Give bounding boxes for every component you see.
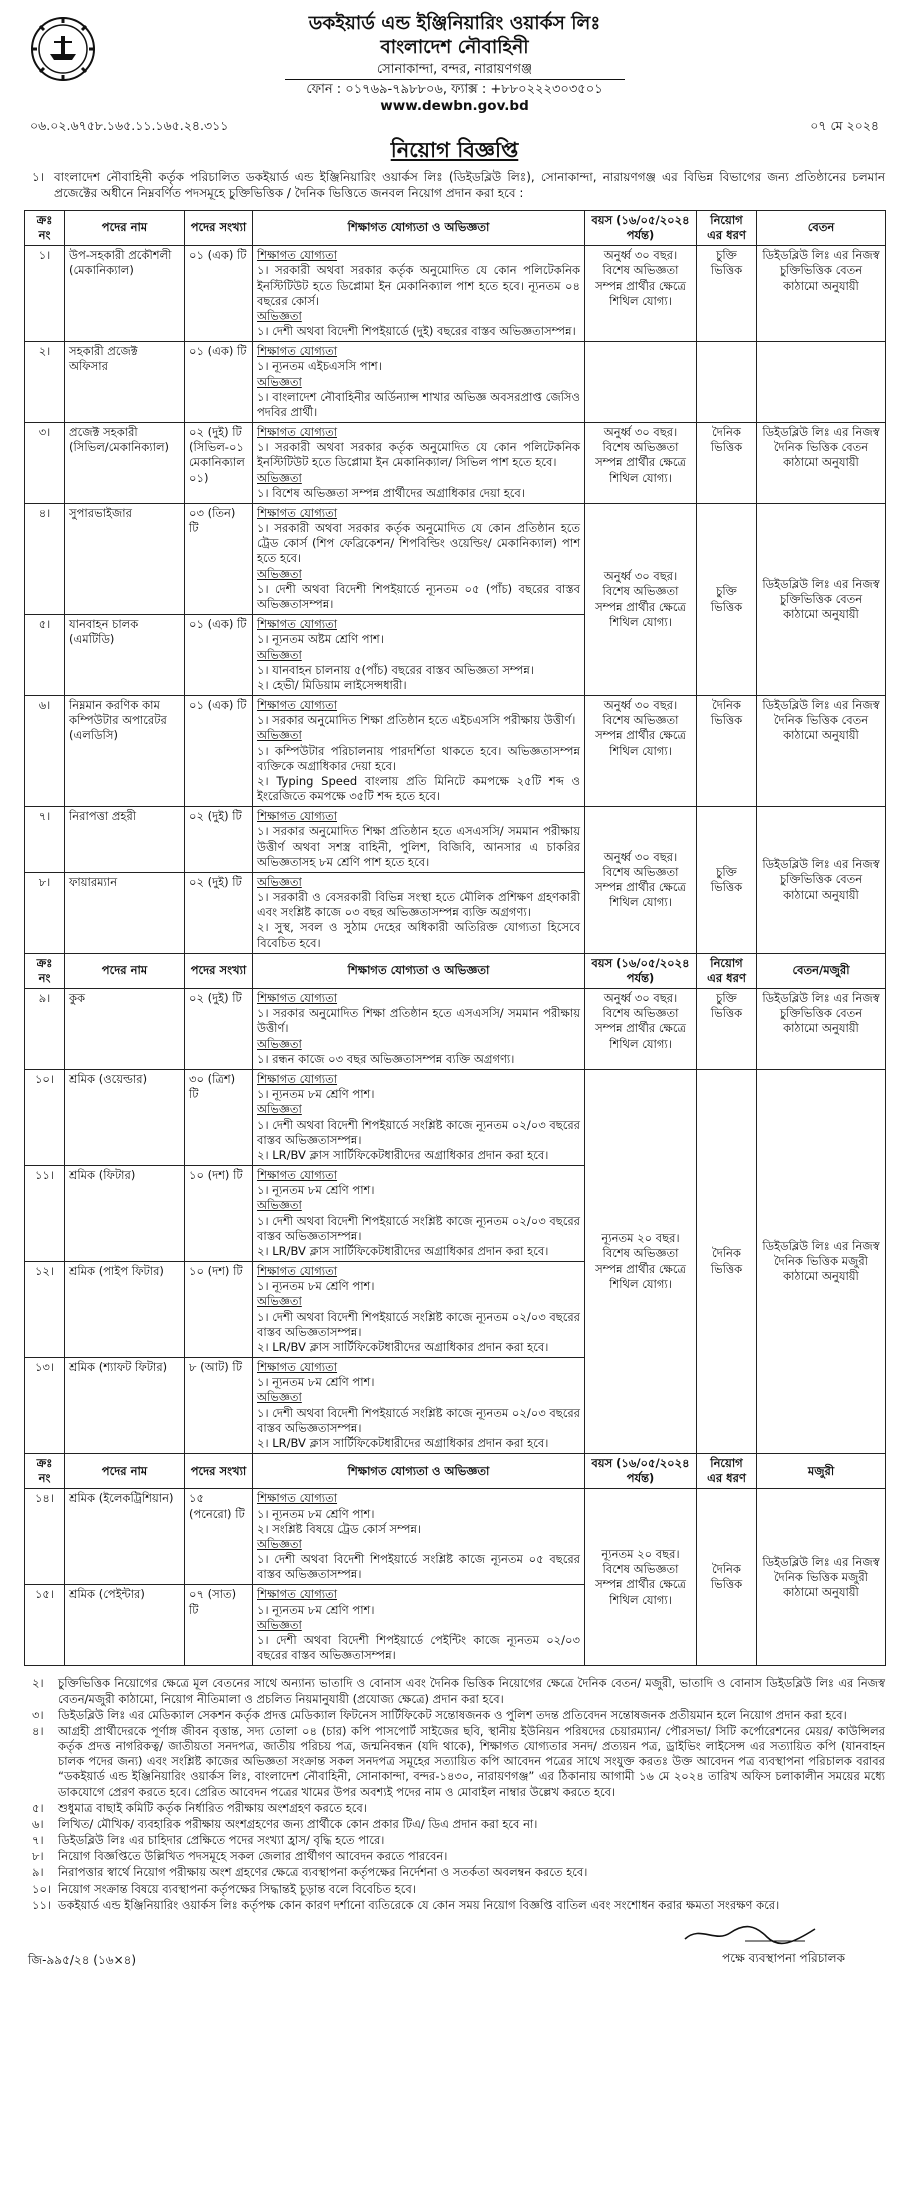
footnote-number: ৯। — [32, 1865, 44, 1880]
column-header-sl: ক্রঃ নং — [25, 953, 65, 988]
column-header-type: নিয়োগ এর ধরণ — [697, 210, 757, 245]
education-line: ১। সরকার অনুমোদিত শিক্ষা প্রতিষ্ঠান হতে এসএসসি/ সমমান পরীক্ষায় উত্তীর্ণ অথবা সশস্ত্র বাহিনী, পুলিশ, বিজিবি, আনসার এ চাকরির অভিজ্ঞতাসহ ৮ম শ্রেণি পাশ হতে হবে। — [257, 824, 580, 869]
footnote-item — [24, 1676, 885, 1706]
footnote-number: ১০। — [32, 1881, 52, 1896]
footnote-text: নিয়োগ বিজ্ঞপ্তিতে উল্লিখিত পদসমূহে সকল জেলার প্রার্থীগণ আবেদন করতে পারবেন। — [58, 1849, 448, 1864]
age-cell: অনুর্ধ্ব ৩০ বছর। বিশেষ অভিজ্ঞতা সম্পন্ন প্রার্থীর ক্ষেত্রে শিথিল যোগ্য। — [585, 989, 697, 1070]
footnote-item — [24, 1898, 885, 1913]
experience-line: ১। যানবাহন চালনায় ৫(পাঁচ) বছরের বাস্তব অভিজ্ঞতা সম্পন্ন। — [257, 662, 534, 677]
qualification-cell — [253, 872, 585, 953]
serial-cell: ১২। — [25, 1262, 65, 1358]
experience-label: অভিজ্ঞতা — [257, 1390, 302, 1405]
post-count-cell: ৮ (আট) টি — [185, 1358, 253, 1454]
table-row — [25, 423, 886, 504]
post-name-cell: ফায়ারম্যান — [65, 872, 185, 953]
post-count-cell: ০১ (এক) টি — [185, 342, 253, 423]
footnote-number: ৬। — [32, 1816, 44, 1831]
footnote-number: ১১। — [32, 1897, 52, 1912]
footnote-number: ৪। — [32, 1723, 44, 1738]
table-row — [25, 1489, 886, 1585]
post-count-cell: ০২ (দুই) টি — [185, 989, 253, 1070]
type-cell: দৈনিক ভিত্তিক — [697, 696, 757, 807]
gd-number: জি-৯৯৫/২৪ (১৬×৪) — [28, 1952, 137, 1967]
experience-label: অভিজ্ঞতা — [257, 647, 302, 662]
age-cell: অনুর্ধ্ব ৩০ বছর। বিশেষ অভিজ্ঞতা সম্পন্ন প্রার্থীর ক্ষেত্রে শিথিল যোগ্য। — [585, 503, 697, 695]
qualification-cell — [253, 1358, 585, 1454]
table-header-row — [25, 1454, 886, 1489]
experience-line: ১। বাংলাদেশ নৌবাহিনীর অর্ডিন্যান্স শাখার অভিজ্ঞ অবসরপ্রাপ্ত জেসিও পদবির প্রার্থী। — [257, 389, 580, 419]
memo-number: ০৬.০২.৬৭৫৮.১৬৫.১১.১৬৫.২৪.৩১১ — [30, 118, 229, 133]
experience-label: অভিজ্ঞতা — [257, 470, 302, 485]
salary-cell: ডিইডব্লিউ লিঃ এর নিজস্ব দৈনিক ভিত্তিক মজুরী কাঠামো অনুযায়ী — [757, 1489, 886, 1666]
serial-cell: ১৪। — [25, 1489, 65, 1585]
serial-cell: ১৫। — [25, 1585, 65, 1666]
salary-cell: ডিইডব্লিউ লিঃ এর নিজস্ব চুক্তিভিত্তিক বেতন কাঠামো অনুযায়ী — [757, 503, 886, 695]
post-count-cell: ০১ (এক) টি — [185, 696, 253, 807]
post-name-cell: সুপারভাইজার — [65, 503, 185, 614]
type-cell: চুক্তি ভিত্তিক — [697, 807, 757, 954]
post-count-cell: ১০ (দশ) টি — [185, 1166, 253, 1262]
age-cell: অনুর্ধ্ব ৩০ বছর। বিশেষ অভিজ্ঞতা সম্পন্ন প্রার্থীর ক্ষেত্রে শিথিল যোগ্য। — [585, 807, 697, 954]
education-line: ১। ন্যূনতম ৮ম শ্রেণি পাশ। — [257, 1087, 375, 1102]
column-header-post: পদের নাম — [65, 210, 185, 245]
qualification-cell — [253, 1262, 585, 1358]
table-row — [25, 246, 886, 342]
experience-label: অভিজ্ঞতা — [257, 308, 302, 323]
salary-cell: ডিইডব্লিউ লিঃ এর নিজস্ব চুক্তিভিত্তিক বেতন কাঠামো অনুযায়ী — [757, 246, 886, 342]
footnote-text: ডিইডব্লিউ লিঃ এর চাহিদার প্রেক্ষিতে পদের সংখ্যা হ্রাস/ বৃদ্ধি হতে পারে। — [58, 1833, 385, 1848]
header-divider — [285, 79, 625, 80]
education-line: ১। ন্যূনতম এইচএসসি পাশ। — [257, 359, 382, 374]
footnote-text: চুক্তিভিত্তিক নিয়োগের ক্ষেত্রে মূল বেতনের সাথে অন্যান্য ভাতাদি ও বোনাস এবং দৈনিক ভিত্তিক নিয়োগের ক্ষেত্রে দৈনিক বেতন/ মজুরী, ভাতাদি ও বোনাস ডিইডব্লিউ লিঃ এর নিজস্ব বেতন/মজুরী কাঠামো, নিয়োগ নীতিমালা ও প্রচলিত নিয়মানুযায়ী (প্রযোজ্য ক্ষেত্রে) প্রদান করা হবে। — [58, 1676, 885, 1706]
footer — [24, 1921, 885, 1971]
post-name-cell: নিরাপত্তা প্রহরী — [65, 807, 185, 873]
qualification-cell — [253, 989, 585, 1070]
column-header-salary: মজুরী — [757, 1454, 886, 1489]
education-label: শিক্ষাগত যোগ্যতা — [257, 991, 338, 1006]
type-cell: চুক্তি ভিত্তিক — [697, 503, 757, 695]
column-header-salary: বেতন — [757, 210, 886, 245]
serial-cell: ২। — [25, 342, 65, 423]
experience-line: ১। দেশী অথবা বিদেশী শিপইয়ার্ডে (দুই) বছরের বাস্তব অভিজ্ঞতাসম্পন্ন। — [257, 324, 576, 339]
salary-cell: ডিইডব্লিউ লিঃ এর নিজস্ব দৈনিক ভিত্তিক মজুরী কাঠামো অনুযায়ী — [757, 1069, 886, 1453]
footnote-number: ৩। — [32, 1707, 44, 1722]
education-label: শিক্ষাগত যোগ্যতা — [257, 698, 338, 713]
footnote-text: আগ্রহী প্রার্থীদেরকে পূর্ণাঙ্গ জীবন বৃত্তান্ত, সদ্য তোলা ০৪ (চার) কপি পাসপোর্ট সাইজের ছবি, স্থানীয় ইউনিয়ন পরিষদের চেয়ারম্যান/ পৌরসভা/ সিটি কর্পোরেশনের মেয়র/ কাউন্সিলর কর্তৃক প্রদত্ত নাগরিকত্ব/ জাতীয়তা সনদপত্র, জাতীয় পরিচয় পত্র, জন্মনিবন্ধন (যদি থাকে), শিক্ষাগত যোগ্যতার সনদ/ প্রত্যয়ন পত্র, ড্রাইভিং লাইসেন্স এর সত্যায়িত কপি (যানবাহন চালক পদের জন্য) এবং সংশ্লিষ্ট কাজের অভিজ্ঞতা সংক্রান্ত সকল সনদপত্র সমূহের সত্যায়িত কপি আবেদন পত্রের সাথে সংযুক্ত করতঃ উক্ত আবেদন পত্র ব্যবস্থাপনা পরিচালক বরাবর “ডকইয়ার্ড এন্ড ইঞ্জিনিয়ারিং ওয়ার্কস লিঃ, বাংলাদেশ নৌবাহিনী, সোনাকান্দা, বন্দর-১৪৩০, নারায়ণগঞ্জ” এর ঠিকানায় আগামী ১৬ মে ২০২৪ তারিখ অফিস চলাকালীন সময়ের মধ্যে ডাকযোগে প্রেরণ করতে হবে। প্রেরিত আবেদন পত্রের খামের উপর অবশ্যই পদের নাম ও মোবাইল নাম্বার উল্লেখ করতে হবে। — [58, 1723, 885, 1799]
org-website: www.dewbn.gov.bd — [380, 98, 529, 115]
column-header-sl: ক্রঃ নং — [25, 210, 65, 245]
education-line: ১। সরকার অনুমোদিত শিক্ষা প্রতিষ্ঠান হতে এইচএসসি পরীক্ষায় উত্তীর্ণ। — [257, 713, 576, 728]
post-name-cell: উপ-সহকারী প্রকৌশলী (মেকানিক্যাল) — [65, 246, 185, 342]
salary-cell: ডিইডব্লিউ লিঃ এর নিজস্ব দৈনিক ভিত্তিক বেতন কাঠামো অনুযায়ী — [757, 696, 886, 807]
notice-date: ০৭ মে ২০২৪ — [810, 118, 879, 133]
post-name-cell: শ্রমিক (শ্যাফট ফিটার) — [65, 1358, 185, 1454]
footnote-item — [24, 1801, 885, 1816]
post-count-cell: ০২ (দুই) টি — [185, 872, 253, 953]
header — [24, 12, 885, 114]
signature-label: পক্ষে ব্যবস্থাপনা পরিচালক — [722, 1950, 845, 1965]
serial-cell: ৪। — [25, 503, 65, 614]
experience-line: ১। কম্পিউটার পরিচালনায় পারদর্শিতা থাকতে হবে। অভিজ্ঞতাসম্পন্ন ব্যক্তিকে অগ্রাধিকার দেয়া হবে। — [257, 743, 580, 773]
table-header-row — [25, 210, 886, 245]
type-cell: চুক্তি ভিত্তিক — [697, 989, 757, 1070]
type-cell: দৈনিক ভিত্তিক — [697, 1069, 757, 1453]
post-name-cell: শ্রমিক (ওয়েল্ডার) — [65, 1069, 185, 1165]
post-name-cell: সহকারী প্রজেক্ট অফিসার — [65, 342, 185, 423]
salary-cell: ডিইডব্লিউ লিঃ এর নিজস্ব দৈনিক ভিত্তিক বেতন কাঠামো অনুযায়ী — [757, 423, 886, 504]
footnote-number: ৫। — [32, 1800, 44, 1815]
column-header-count: পদের সংখ্যা — [185, 210, 253, 245]
experience-line: ১। দেশী অথবা বিদেশী শিপইয়ার্ডে পেইন্টিং কাজে ন্যূনতম ০২/০৩ বছরের বাস্তব অভিজ্ঞতাসম্পন্ন। — [257, 1633, 580, 1663]
post-count-cell: ০২ (দুই) টি — [185, 807, 253, 873]
footnote-item — [24, 1833, 885, 1848]
footnote-text: ডিইডব্লিউ লিঃ এর মেডিক্যাল সেকশন কর্তৃক প্রদত্ত মেডিক্যাল ফিটনেস সার্টিফিকেট সন্তোষজনক ও পুলিশ তদন্ত প্রতিবেদন সন্তোষজনক প্রতীয়মান হলে নিয়োগ প্রদান করা হবে। — [58, 1707, 847, 1722]
type-cell — [697, 342, 757, 423]
signature-icon — [675, 1921, 825, 1947]
education-line: ১। ন্যূনতম ৮ম শ্রেণি পাশ। — [257, 1183, 375, 1198]
footnote-item — [24, 1724, 885, 1800]
experience-label: অভিজ্ঞতা — [257, 1536, 302, 1551]
education-line: ১। সরকারী অথবা সরকার কর্তৃক অনুমোদিত যে কোন প্রতিষ্ঠান হতে ট্রেড কোর্স (শিপ ফেব্রিকেশন/ শিপবিল্ডিং ওয়েল্ডিং/ মেকানিক্যাল) পাশ হতে হবে। — [257, 521, 580, 566]
age-cell: ন্যূনতম ২০ বছর। বিশেষ অভিজ্ঞতা সম্পন্ন প্রার্থীর ক্ষেত্রে শিথিল যোগ্য। — [585, 1069, 697, 1453]
education-line: ১। ন্যূনতম ৮ম শ্রেণি পাশ। — [257, 1506, 375, 1521]
post-name-cell: যানবাহন চালক (এমটিডি) — [65, 615, 185, 696]
post-count-cell: ০৩ (তিন) টি — [185, 503, 253, 614]
footnote-number: ৮। — [32, 1849, 44, 1864]
post-name-cell: প্রজেক্ট সহকারী (সিভিল/মেকানিক্যাল) — [65, 423, 185, 504]
post-name-cell: শ্রমিক (পাইপ ফিটার) — [65, 1262, 185, 1358]
post-name-cell: কুক — [65, 989, 185, 1070]
serial-cell: ১১। — [25, 1166, 65, 1262]
serial-cell: ৯। — [25, 989, 65, 1070]
experience-line: ২। LR/BV ক্লাস সার্টিফিকেটধারীদের অগ্রাধিকার প্রদান করা হবে। — [257, 1435, 549, 1450]
experience-line: ১। দেশী অথবা বিদেশী শিপইয়ার্ডে সংশ্লিষ্ট কাজে ন্যূনতম ০২/০৩ বছরের বাস্তব অভিজ্ঞতাসম্পন্ন। — [257, 1405, 580, 1435]
experience-label: অভিজ্ঞতা — [257, 1198, 302, 1213]
qualification-cell — [253, 246, 585, 342]
qualification-cell — [253, 1585, 585, 1666]
page-title: নিয়োগ বিজ্ঞপ্তি — [390, 137, 519, 162]
post-count-cell: ০১ (এক) টি — [185, 615, 253, 696]
serial-cell: ১৩। — [25, 1358, 65, 1454]
education-line: ১। সরকারী অথবা সরকার কর্তৃক অনুমোদিত যে কোন পলিটেকনিক ইনস্টিটিউট হতে ডিপ্লোমা ইন মেকানিক্যাল পাশ হতে হবে। ন্যূনতম ০৪ বছরের কোর্স। — [257, 263, 580, 308]
experience-line: ২। LR/BV ক্লাস সার্টিফিকেটধারীদের অগ্রাধিকার প্রদান করা হবে। — [257, 1243, 549, 1258]
qualification-cell — [253, 423, 585, 504]
experience-label: অভিজ্ঞতা — [257, 728, 302, 743]
age-cell — [585, 342, 697, 423]
post-count-cell: ১৫ (পনেরো) টি — [185, 1489, 253, 1585]
column-header-count: পদের সংখ্যা — [185, 1454, 253, 1489]
qualification-cell — [253, 696, 585, 807]
education-label: শিক্ষাগত যোগ্যতা — [257, 617, 338, 632]
intro-paragraph: ১। বাংলাদেশ নৌবাহিনী কর্তৃক পরিচালিত ডকইয়ার্ড এন্ড ইঞ্জিনিয়ারিং ওয়ার্কস লিঃ (ডিইডব্লিউ লিঃ), সোনাকান্দা, নারায়ণগঞ্জ এর বিভিন্ন বিভাগের জন্য প্রতিষ্ঠানের চলমান প্রজেক্টের অধীনে নিম্নবর্ণিত পদসমূহে চুক্তিভিত্তিক / দৈনিক ভিত্তিতে জনবল নিয়োগ প্রদান করা হবে : — [32, 170, 885, 201]
qualification-cell — [253, 807, 585, 873]
serial-cell: ১। — [25, 246, 65, 342]
experience-line: ২। হেভী/ মিডিয়াম লাইসেন্সধারী। — [257, 677, 407, 692]
footnote-text: ডকইয়ার্ড এন্ড ইঞ্জিনিয়ারিং ওয়ার্কস লিঃ কর্তৃপক্ষ কোন কারণ দর্শানো ব্যতিরেকে যে কোন সময় নিয়োগ বিজ্ঞপ্তি বাতিল এবং সংশোধন করার ক্ষমতা সংরক্ষণ করে। — [58, 1897, 780, 1912]
experience-line: ২। Typing Speed বাংলায় প্রতি মিনিটে কমপক্ষে ২৫টি শব্দ ও ইংরেজিতে কমপক্ষে ৩৫টি শব্দ হতে হবে। — [257, 773, 580, 804]
age-cell: ন্যূনতম ২০ বছর। বিশেষ অভিজ্ঞতা সম্পন্ন প্রার্থীর ক্ষেত্রে শিথিল যোগ্য। — [585, 1489, 697, 1666]
experience-line: ১। রন্ধন কাজে ০৩ বছর অভিজ্ঞতাসম্পন্ন ব্যক্তি অগ্রগণ্য। — [257, 1051, 515, 1066]
age-cell: অনুর্ধ্ব ৩০ বছর। বিশেষ অভিজ্ঞতা সম্পন্ন প্রার্থীর ক্ষেত্রে শিথিল যোগ্য। — [585, 246, 697, 342]
education-line: ১। ন্যূনতম অষ্টম শ্রেণি পাশ। — [257, 632, 384, 647]
salary-cell: ডিইডব্লিউ লিঃ এর নিজস্ব চুক্তিভিত্তিক বেতন কাঠামো অনুযায়ী — [757, 989, 886, 1070]
column-header-age: বয়স (১৬/০৫/২০২৪ পর্যন্ত) — [585, 953, 697, 988]
education-label: শিক্ষাগত যোগ্যতা — [257, 809, 338, 824]
education-label: শিক্ষাগত যোগ্যতা — [257, 505, 338, 520]
post-name-cell: শ্রমিক (পেইন্টার) — [65, 1585, 185, 1666]
experience-label: অভিজ্ঞতা — [257, 1294, 302, 1309]
table-row — [25, 503, 886, 614]
experience-line: ১। বিশেষ অভিজ্ঞতা সম্পন্ন প্রার্থীদের অগ্রাধিকার দেয়া হবে। — [257, 485, 525, 500]
experience-line: ১। দেশী অথবা বিদেশী শিপইয়ার্ডে সংশ্লিষ্ট কাজে ন্যূনতম ০২/০৩ বছরের বাস্তব অভিজ্ঞতাসম্পন্ন। — [257, 1117, 580, 1147]
column-header-qual: শিক্ষাগত যোগ্যতা ও অভিজ্ঞতা — [253, 953, 585, 988]
column-header-count: পদের সংখ্যা — [185, 953, 253, 988]
experience-line: ১। সরকারী ও বেসরকারী বিভিন্ন সংস্থা হতে মৌলিক প্রশিক্ষণ গ্রহণকারী এবং সংশ্লিষ্ট কাজে ০৩ বছর অভিজ্ঞতাসম্পন্ন ব্যক্তি অগ্রগণ্য। — [257, 890, 580, 920]
serial-cell: ৫। — [25, 615, 65, 696]
column-header-age: বয়স (১৬/০৫/২০২৪ পর্যন্ত) — [585, 1454, 697, 1489]
qualification-cell — [253, 1069, 585, 1165]
org-sub: বাংলাদেশ নৌবাহিনী — [380, 37, 529, 59]
education-label: শিক্ষাগত যোগ্যতা — [257, 1360, 338, 1375]
serial-cell: ৬। — [25, 696, 65, 807]
serial-cell: ৮। — [25, 872, 65, 953]
column-header-qual: শিক্ষাগত যোগ্যতা ও অভিজ্ঞতা — [253, 210, 585, 245]
footnote-item — [24, 1708, 885, 1723]
education-line: ২। সংশ্লিষ্ট বিষয়ে ট্রেড কোর্স সম্পন্ন। — [257, 1521, 422, 1536]
experience-line: ১। দেশী অথবা বিদেশী শিপইয়ার্ডে সংশ্লিষ্ট কাজে ন্যূনতম ০২/০৩ বছরের বাস্তব অভিজ্ঞতাসম্পন্ন। — [257, 1213, 580, 1243]
qualification-cell — [253, 342, 585, 423]
experience-label: অভিজ্ঞতা — [257, 374, 302, 389]
experience-line: ১। দেশী অথবা বিদেশী শিপইয়ার্ডে সংশ্লিষ্ট কাজে ন্যূনতম ০৫ বছরের বাস্তব অভিজ্ঞতাসম্পন্ন। — [257, 1552, 580, 1582]
education-label: শিক্ষাগত যোগ্যতা — [257, 248, 338, 263]
education-label: শিক্ষাগত যোগ্যতা — [257, 1491, 338, 1506]
reference-line — [24, 118, 885, 135]
experience-line: ২। LR/BV ক্লাস সার্টিফিকেটধারীদের অগ্রাধিকার প্রদান করা হবে। — [257, 1147, 549, 1162]
post-name-cell: নিম্নমান করণিক কাম কম্পিউটার অপারেটর (এলডিসি) — [65, 696, 185, 807]
post-count-cell: ৩০ (ত্রিশ) টি — [185, 1069, 253, 1165]
org-name: ডকইয়ার্ড এন্ড ইঞ্জিনিয়ারিং ওয়ার্কস লিঃ — [308, 13, 601, 34]
navy-emblem-icon — [30, 16, 96, 82]
education-line: ১। ন্যূনতম ৮ম শ্রেণি পাশ। — [257, 1279, 375, 1294]
footnote-text: নিয়োগ সংক্রান্ত বিষয়ে ব্যবস্থাপনা কর্তৃপক্ষের সিদ্ধান্তই চূড়ান্ত বলে বিবেচিত হবে। — [58, 1881, 416, 1896]
type-cell: দৈনিক ভিত্তিক — [697, 1489, 757, 1666]
footnote-text: লিখিত/ মৌখিক/ ব্যবহারিক পরীক্ষায় অংশগ্রহণের জন্য প্রার্থীকে কোন প্রকার টিএ/ ডিএ প্রদান করা হবে না। — [58, 1816, 538, 1831]
post-count-cell: ১০ (দশ) টি — [185, 1262, 253, 1358]
experience-line: ১। দেশী অথবা বিদেশী শিপইয়ার্ডে সংশ্লিষ্ট কাজে ন্যূনতম ০২/০৩ বছরের বাস্তব অভিজ্ঞতাসম্পন্ন। — [257, 1309, 580, 1339]
table-header-row — [25, 953, 886, 988]
education-line: ১। সরকারী অথবা সরকার কর্তৃক অনুমোদিত যে কোন পলিটেকনিক ইনস্টিটিউট হতে ডিপ্লোমা ইন মেকানিক্যাল/ সিভিল পাশ হতে হবে। — [257, 440, 580, 470]
education-line: ১। সরকার অনুমোদিত শিক্ষা প্রতিষ্ঠান হতে এসএসসি/ সমমান পরীক্ষায় উত্তীর্ণ। — [257, 1006, 580, 1036]
footnote-item — [24, 1865, 885, 1880]
age-cell: অনুর্ধ্ব ৩০ বছর। বিশেষ অভিজ্ঞতা সম্পন্ন প্রার্থীর ক্ষেত্রে শিথিল যোগ্য। — [585, 696, 697, 807]
experience-label: অভিজ্ঞতা — [257, 1036, 302, 1051]
column-header-age: বয়স (১৬/০৫/২০২৪ পর্যন্ত) — [585, 210, 697, 245]
type-cell: দৈনিক ভিত্তিক — [697, 423, 757, 504]
type-cell: চুক্তি ভিত্তিক — [697, 246, 757, 342]
table-row — [25, 1069, 886, 1165]
experience-label: অভিজ্ঞতা — [257, 566, 302, 581]
education-label: শিক্ষাগত যোগ্যতা — [257, 1587, 338, 1602]
jobs-table — [24, 210, 886, 1666]
table-row — [25, 807, 886, 873]
footnote-item — [24, 1849, 885, 1864]
education-label: শিক্ষাগত যোগ্যতা — [257, 344, 338, 359]
experience-label: অভিজ্ঞতা — [257, 1617, 302, 1632]
salary-cell — [757, 342, 886, 423]
experience-label: অভিজ্ঞতা — [257, 874, 302, 889]
table-row — [25, 696, 886, 807]
experience-line: ২। LR/BV ক্লাস সার্টিফিকেটধারীদের অগ্রাধিকার প্রদান করা হবে। — [257, 1339, 549, 1354]
org-contact: ফোন : ০১৭৬৯-৭৯৮৮০৬, ফ্যাক্স : +৮৮০২২২৩০৩৫০১ — [306, 81, 603, 97]
age-cell: অনুর্ধ্ব ৩০ বছর। বিশেষ অভিজ্ঞতা সম্পন্ন প্রার্থীর ক্ষেত্রে শিথিল যোগ্য। — [585, 423, 697, 504]
column-header-salary: বেতন/মজুরী — [757, 953, 886, 988]
qualification-cell — [253, 1489, 585, 1585]
table-row — [25, 342, 886, 423]
post-name-cell: শ্রমিক (ফিটার) — [65, 1166, 185, 1262]
experience-line: ২। সুস্থ, সবল ও সুঠাম দেহের অধিকারী অতিরিক্ত যোগ্যতা হিসেবে বিবেচিত হবে। — [257, 920, 580, 950]
column-header-type: নিয়োগ এর ধরণ — [697, 953, 757, 988]
column-header-post: পদের নাম — [65, 953, 185, 988]
serial-cell: ৭। — [25, 807, 65, 873]
education-label: শিক্ষাগত যোগ্যতা — [257, 1264, 338, 1279]
experience-label: অভিজ্ঞতা — [257, 1102, 302, 1117]
education-label: শিক্ষাগত যোগ্যতা — [257, 425, 338, 440]
footnote-text: শুধুমাত্র বাছাই কমিটি কর্তৃক নির্ধারিত পরীক্ষায় অংশগ্রহণ করতে হবে। — [58, 1800, 367, 1815]
column-header-sl: ক্রঃ নং — [25, 1454, 65, 1489]
education-line: ১। ন্যূনতম ৮ম শ্রেণি পাশ। — [257, 1375, 375, 1390]
table-row — [25, 989, 886, 1070]
serial-cell: ১০। — [25, 1069, 65, 1165]
footnote-text: নিরাপত্তার স্বার্থে নিয়োগ পরীক্ষায় অংশ গ্রহণের ক্ষেত্রে ব্যবস্থাপনা কর্তৃপক্ষের নির্দেশনা ও সতর্কতা অবলম্বন করতে হবে। — [58, 1865, 588, 1880]
qualification-cell — [253, 1166, 585, 1262]
education-line: ১। ন্যূনতম ৮ম শ্রেণি পাশ। — [257, 1602, 375, 1617]
footnotes — [24, 1676, 885, 1913]
footnote-item — [24, 1882, 885, 1897]
salary-cell: ডিইডব্লিউ লিঃ এর নিজস্ব চুক্তিভিত্তিক বেতন কাঠামো অনুযায়ী — [757, 807, 886, 954]
qualification-cell — [253, 615, 585, 696]
experience-line: ১। দেশী অথবা বিদেশী শিপইয়ার্ডে ন্যূনতম ০৫ (পাঁচ) বছরের বাস্তব অভিজ্ঞতাসম্পন্ন। — [257, 581, 580, 611]
footnote-number: ২। — [32, 1676, 44, 1691]
footnote-number: ৭। — [32, 1833, 44, 1848]
post-count-cell: ০২ (দুই) টি (সিভিল-০১ মেকানিক্যাল ০১) — [185, 423, 253, 504]
column-header-type: নিয়োগ এর ধরণ — [697, 1454, 757, 1489]
post-count-cell: ০১ (এক) টি — [185, 246, 253, 342]
org-address: সোনাকান্দা, বন্দর, নারায়ণগঞ্জ — [376, 61, 533, 77]
column-header-qual: শিক্ষাগত যোগ্যতা ও অভিজ্ঞতা — [253, 1454, 585, 1489]
footnote-item — [24, 1817, 885, 1832]
serial-cell: ৩। — [25, 423, 65, 504]
education-label: শিক্ষাগত যোগ্যতা — [257, 1168, 338, 1183]
qualification-cell — [253, 503, 585, 614]
column-header-post: পদের নাম — [65, 1454, 185, 1489]
post-count-cell: ০৭ (সাত) টি — [185, 1585, 253, 1666]
post-name-cell: শ্রমিক (ইলেকট্রিশিয়ান) — [65, 1489, 185, 1585]
education-label: শিক্ষাগত যোগ্যতা — [257, 1071, 338, 1086]
